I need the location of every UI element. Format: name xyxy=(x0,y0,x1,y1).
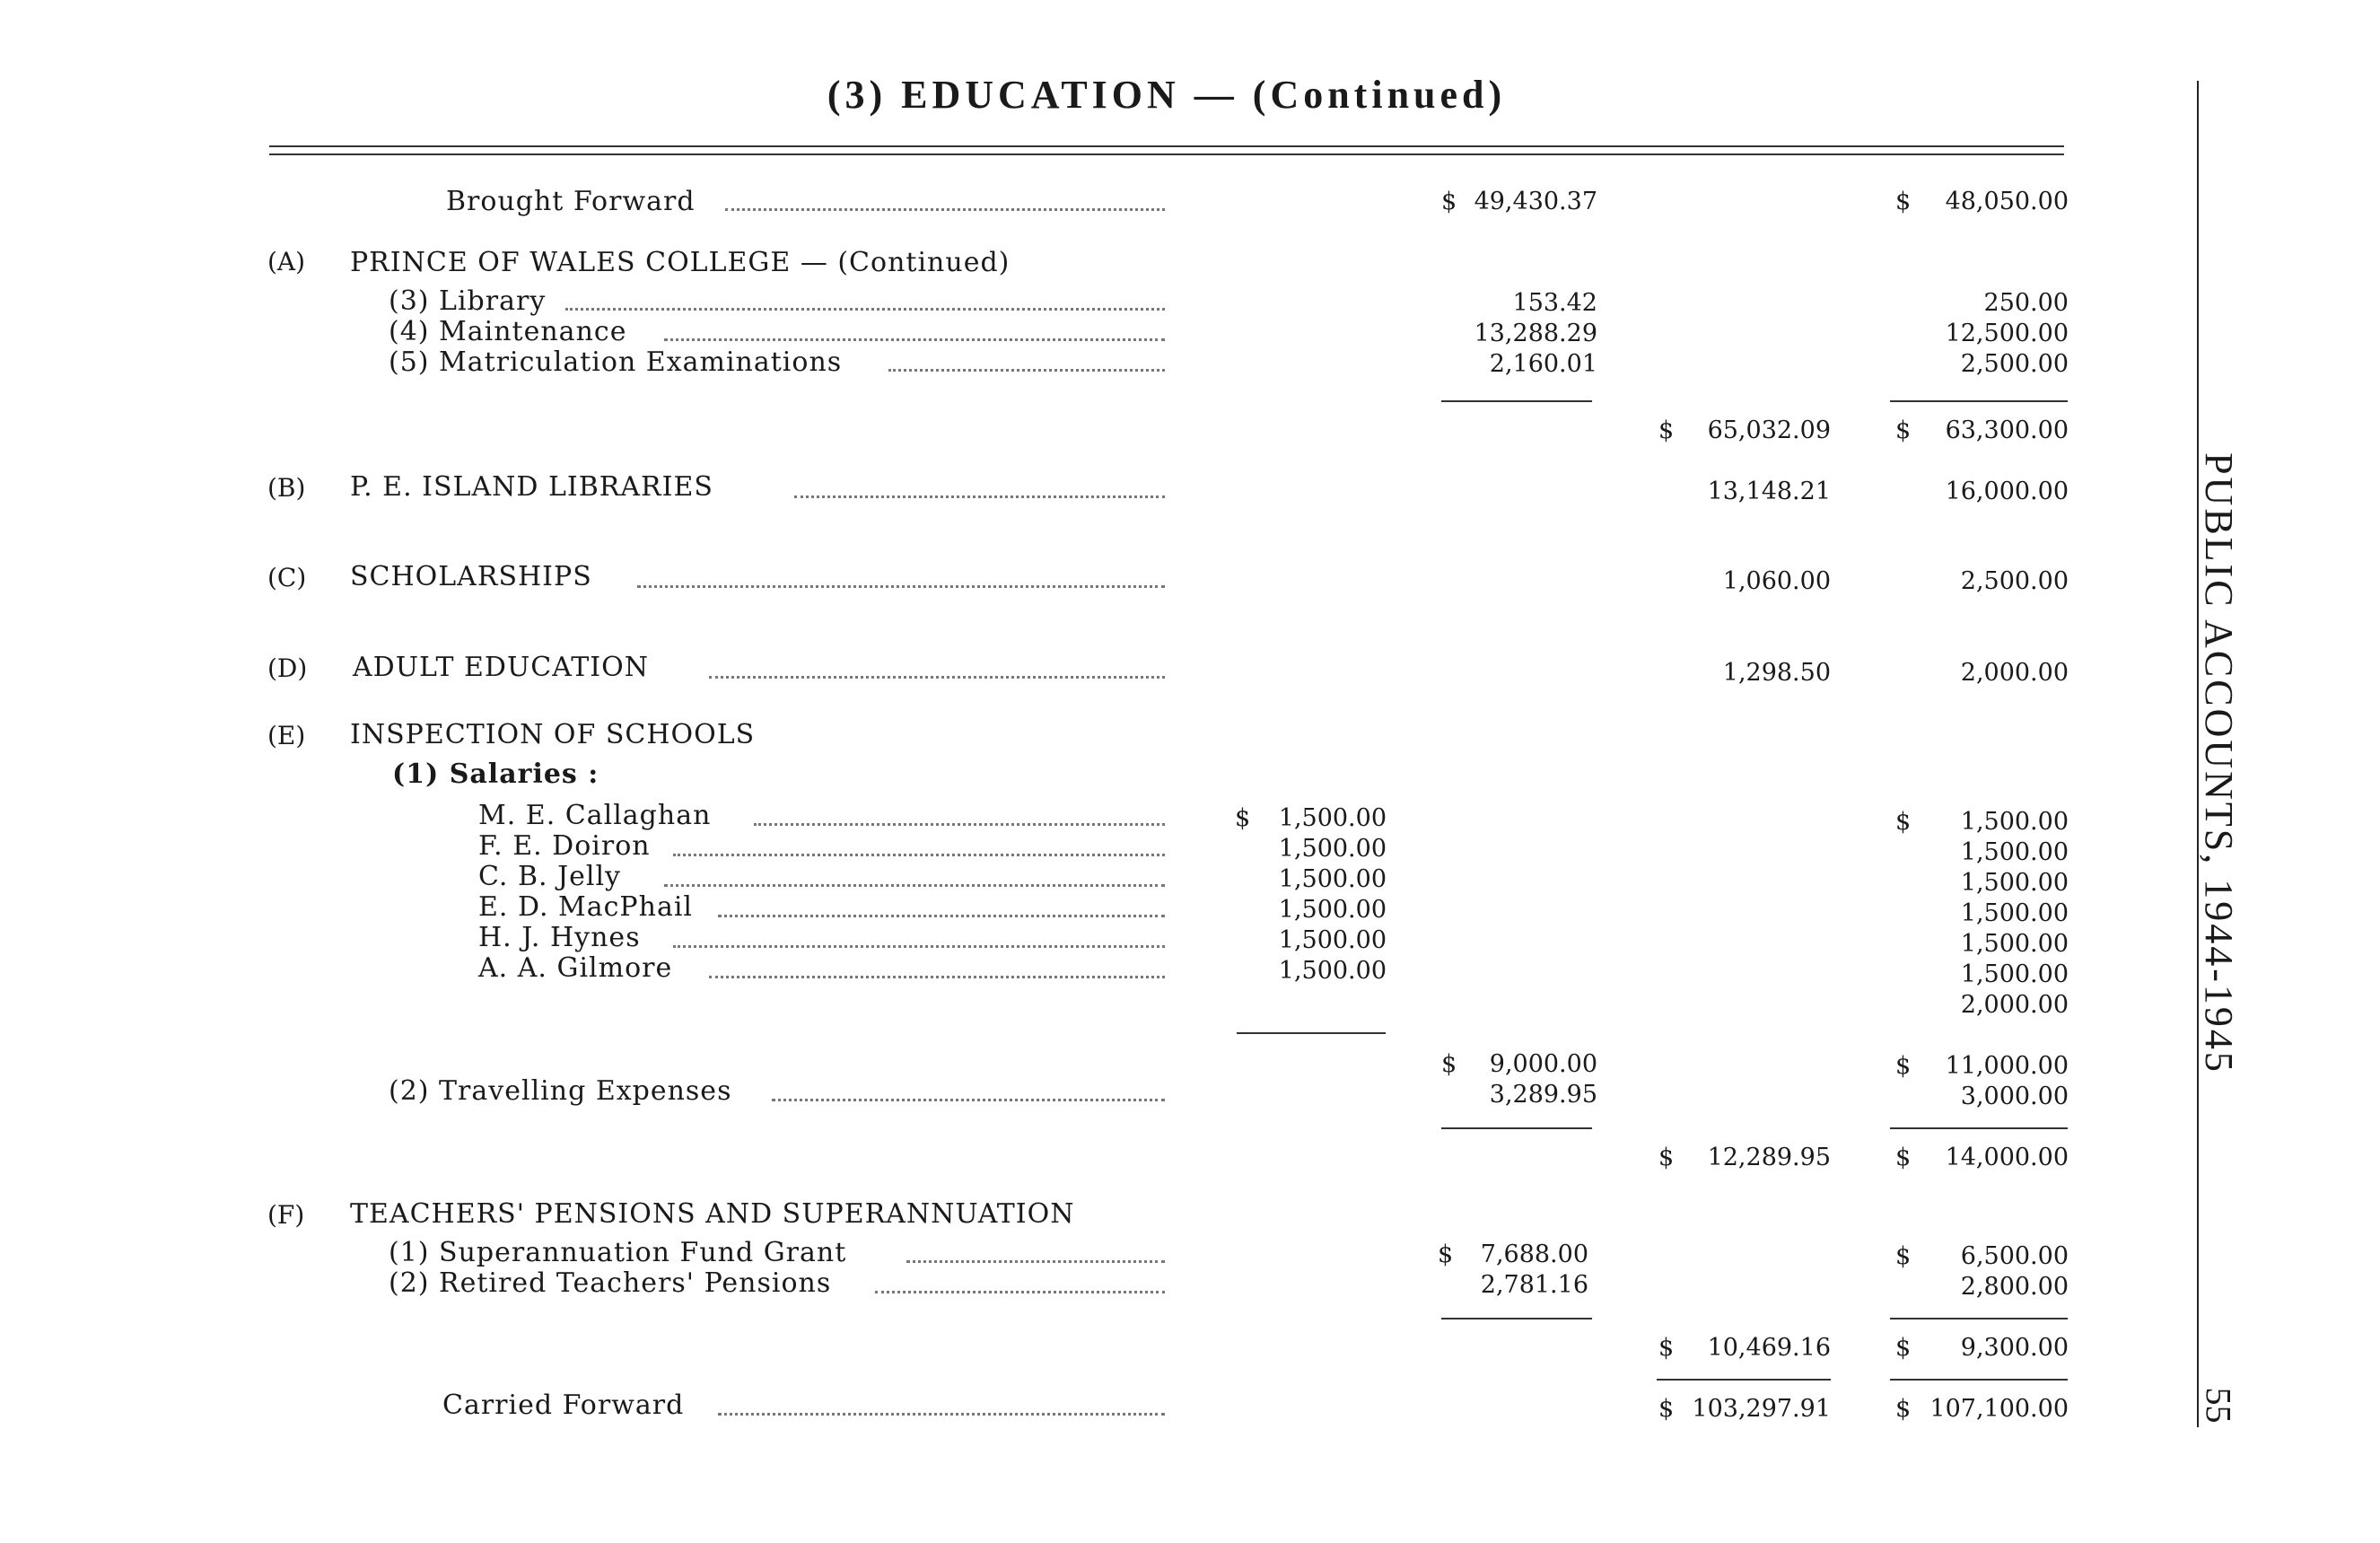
line-item-col5: 250.00 xyxy=(1983,289,2069,317)
section-title-f: TEACHERS' PENSIONS AND SUPERANNUATION xyxy=(350,1198,1075,1230)
currency-sign: $ xyxy=(1895,1242,1912,1270)
dot-leader xyxy=(794,495,1165,498)
currency-sign: $ xyxy=(1658,1144,1675,1171)
subtotal-rule xyxy=(1441,400,1592,402)
carried-forward-col5: 107,100.00 xyxy=(1929,1395,2069,1423)
section-title-b: P. E. ISLAND LIBRARIES xyxy=(350,471,713,503)
line-item-col3: 13,288.29 xyxy=(1474,320,1597,347)
currency-sign: $ xyxy=(1895,1395,1912,1423)
salary-col5: 1,500.00 xyxy=(1960,899,2069,927)
currency-sign: $ xyxy=(1441,188,1457,215)
section-col5: 2,000.00 xyxy=(1960,659,2069,687)
salary-col5: 1,500.00 xyxy=(1960,960,2069,988)
dot-leader xyxy=(906,1260,1165,1263)
subtotal-rule xyxy=(1237,1032,1386,1034)
brought-forward-col5: 48,050.00 xyxy=(1945,188,2069,215)
salary-name: F. E. Doiron xyxy=(478,830,651,862)
travel-label: (2) Travelling Expenses xyxy=(389,1075,732,1107)
line-item-col5: 2,800.00 xyxy=(1960,1273,2069,1301)
section-letter-f: (F) xyxy=(267,1200,305,1230)
carried-forward-label: Carried Forward xyxy=(442,1390,685,1421)
salary-col5: 1,500.00 xyxy=(1960,930,2069,958)
salary-col2: 1,500.00 xyxy=(1278,926,1387,954)
line-item-label: (3) Library xyxy=(389,285,547,317)
section-total-col4: 12,289.95 xyxy=(1707,1144,1831,1171)
line-item-col5: 12,500.00 xyxy=(1945,320,2069,347)
salary-name: E. D. MacPhail xyxy=(478,891,694,923)
currency-sign: $ xyxy=(1235,804,1251,832)
salary-col5: 1,500.00 xyxy=(1960,808,2069,836)
travel-col5: 3,000.00 xyxy=(1960,1083,2069,1110)
salary-col2: 1,500.00 xyxy=(1278,865,1387,893)
section-col4: 1,298.50 xyxy=(1722,659,1831,687)
salary-col2: 1,500.00 xyxy=(1278,804,1387,832)
section-title-a: PRINCE OF WALES COLLEGE — (Continued) xyxy=(350,247,1011,278)
dot-leader xyxy=(718,915,1165,917)
line-item-col5: 2,500.00 xyxy=(1960,350,2069,378)
salaries-label: (1) Salaries : xyxy=(392,758,599,790)
dot-leader xyxy=(754,823,1165,826)
dot-leader xyxy=(888,369,1165,372)
line-item-col3: 2,781.16 xyxy=(1480,1271,1588,1299)
dot-leader xyxy=(565,308,1165,311)
dot-leader xyxy=(637,585,1165,588)
section-title-e: INSPECTION OF SCHOOLS xyxy=(350,719,756,750)
line-item-label: (1) Superannuation Fund Grant xyxy=(389,1237,847,1268)
brought-forward-col3: 49,430.37 xyxy=(1474,188,1597,215)
currency-sign: $ xyxy=(1895,1052,1912,1080)
line-item-label: (5) Matriculation Examinations xyxy=(389,346,843,378)
section-total-col5: 63,300.00 xyxy=(1945,416,2069,444)
salary-col2: 1,500.00 xyxy=(1278,957,1387,985)
dot-leader xyxy=(673,854,1165,856)
running-head: PUBLIC ACCOUNTS, 1944-1945 xyxy=(2196,452,2241,1074)
salary-name: M. E. Callaghan xyxy=(478,800,712,831)
dot-leader xyxy=(673,945,1165,948)
salary-name: A. A. Gilmore xyxy=(478,952,673,984)
section-total-col5: 9,300.00 xyxy=(1960,1334,2069,1362)
salary-col2: 1,500.00 xyxy=(1278,835,1387,863)
line-item-col3: 7,688.00 xyxy=(1480,1241,1588,1268)
salary-col5: 1,500.00 xyxy=(1960,838,2069,866)
dot-leader xyxy=(664,338,1165,341)
section-title-d: ADULT EDUCATION xyxy=(353,652,649,683)
currency-sign: $ xyxy=(1895,188,1912,215)
currency-sign: $ xyxy=(1658,1395,1675,1423)
line-item-col3: 153.42 xyxy=(1512,289,1597,317)
section-total-col4: 10,469.16 xyxy=(1707,1334,1831,1362)
subtotal-rule xyxy=(1890,1318,2068,1319)
carried-forward-col4: 103,297.91 xyxy=(1692,1395,1831,1423)
section-title-c: SCHOLARSHIPS xyxy=(350,561,592,592)
currency-sign: $ xyxy=(1438,1241,1454,1268)
line-item-label: (2) Retired Teachers' Pensions xyxy=(389,1267,832,1299)
section-col4: 1,060.00 xyxy=(1722,567,1831,595)
section-col5: 16,000.00 xyxy=(1945,478,2069,505)
header-rule-2 xyxy=(269,153,2064,155)
section-col4: 13,148.21 xyxy=(1707,478,1831,505)
salary-col5: 1,500.00 xyxy=(1960,869,2069,897)
subtotal-rule xyxy=(1441,1127,1592,1129)
subtotal-rule xyxy=(1441,1318,1592,1319)
dot-leader xyxy=(772,1099,1165,1101)
dot-leader xyxy=(664,884,1165,887)
section-letter-d: (D) xyxy=(267,653,308,683)
total-rule xyxy=(1890,1379,2068,1381)
dot-leader xyxy=(718,1413,1165,1416)
currency-sign: $ xyxy=(1895,1144,1912,1171)
section-col5: 2,500.00 xyxy=(1960,567,2069,595)
dot-leader xyxy=(725,208,1165,211)
section-letter-a: (A) xyxy=(267,247,306,276)
currency-sign: $ xyxy=(1658,1334,1675,1362)
subtotal-rule xyxy=(1890,400,2068,402)
currency-sign: $ xyxy=(1895,808,1912,836)
line-item-col5: 6,500.00 xyxy=(1960,1242,2069,1270)
travel-col3: 3,289.95 xyxy=(1489,1081,1597,1109)
page-title: (3) EDUCATION — (Continued) xyxy=(827,73,1507,117)
currency-sign: $ xyxy=(1658,416,1675,444)
brought-forward-label: Brought Forward xyxy=(446,186,696,217)
currency-sign: $ xyxy=(1895,416,1912,444)
dot-leader xyxy=(709,976,1165,978)
dot-leader xyxy=(709,676,1165,679)
currency-sign: $ xyxy=(1895,1334,1912,1362)
dot-leader xyxy=(875,1291,1165,1293)
page-number: 55 xyxy=(2198,1387,2239,1423)
salary-col2: 1,500.00 xyxy=(1278,896,1387,924)
salary-name: C. B. Jelly xyxy=(478,861,621,892)
currency-sign: $ xyxy=(1441,1050,1457,1078)
salaries-total-col5: 11,000.00 xyxy=(1945,1052,2069,1080)
line-item-label: (4) Maintenance xyxy=(389,316,627,347)
subtotal-rule xyxy=(1890,1127,2068,1129)
section-letter-e: (E) xyxy=(267,721,306,750)
section-total-col5: 14,000.00 xyxy=(1945,1144,2069,1171)
section-letter-b: (B) xyxy=(267,473,306,503)
total-rule xyxy=(1657,1379,1831,1381)
salaries-total-col3: 9,000.00 xyxy=(1489,1050,1597,1078)
header-rule-1 xyxy=(269,145,2064,147)
salary-extra-col5: 2,000.00 xyxy=(1960,991,2069,1019)
section-letter-c: (C) xyxy=(267,563,307,592)
salary-name: H. J. Hynes xyxy=(478,922,641,953)
line-item-col3: 2,160.01 xyxy=(1489,350,1597,378)
section-total-col4: 65,032.09 xyxy=(1707,416,1831,444)
